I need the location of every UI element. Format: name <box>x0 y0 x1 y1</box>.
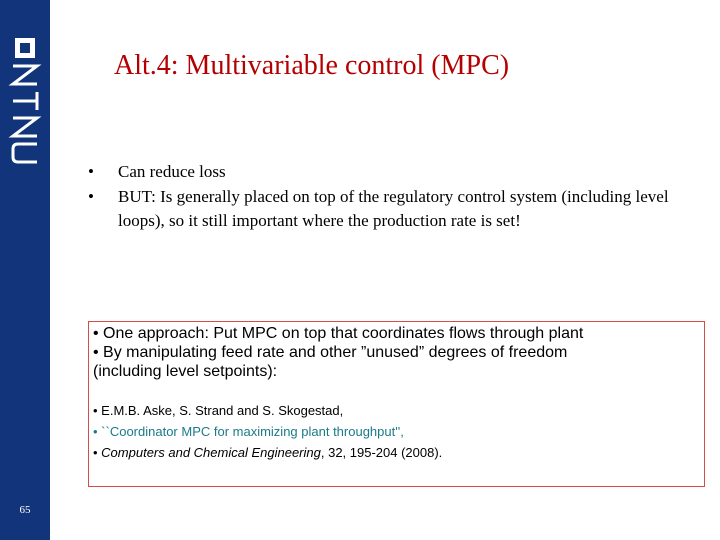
bullet-item: • BUT: Is generally placed on top of the regulatory control system (including level loops), so it still important where the production rate is set! <box>88 185 698 233</box>
reference-authors: • E.M.B. Aske, S. Strand and S. Skogestad, <box>93 403 344 418</box>
manipulation-line-continued: (including level setpoints): <box>93 363 278 380</box>
bullet-item: • Can reduce loss <box>88 160 698 184</box>
bullet-list <box>88 160 698 234</box>
ntnu-logo-icon <box>6 36 44 176</box>
page-title: Alt.4: Multivariable control (MPC) <box>114 50 510 81</box>
reference-journal-details: , 32, 195-204 (2008). <box>320 445 443 460</box>
mpc-approach-box <box>88 321 705 487</box>
reference-journal-prefix: • <box>93 445 102 460</box>
manipulation-line: • By manipulating feed rate and other ”unused” degrees of freedom <box>93 344 568 361</box>
reference-journal <box>93 442 704 463</box>
page-number: 65 <box>19 504 31 516</box>
approach-line: • One approach: Put MPC on top that coordinates flows through plant <box>93 325 584 342</box>
sidebar <box>0 0 50 540</box>
reference-journal-name: Computers and Chemical Engineering <box>101 445 321 460</box>
reference-title-link[interactable]: • ``Coordinator MPC for maximizing plant throughput'', <box>93 424 404 439</box>
